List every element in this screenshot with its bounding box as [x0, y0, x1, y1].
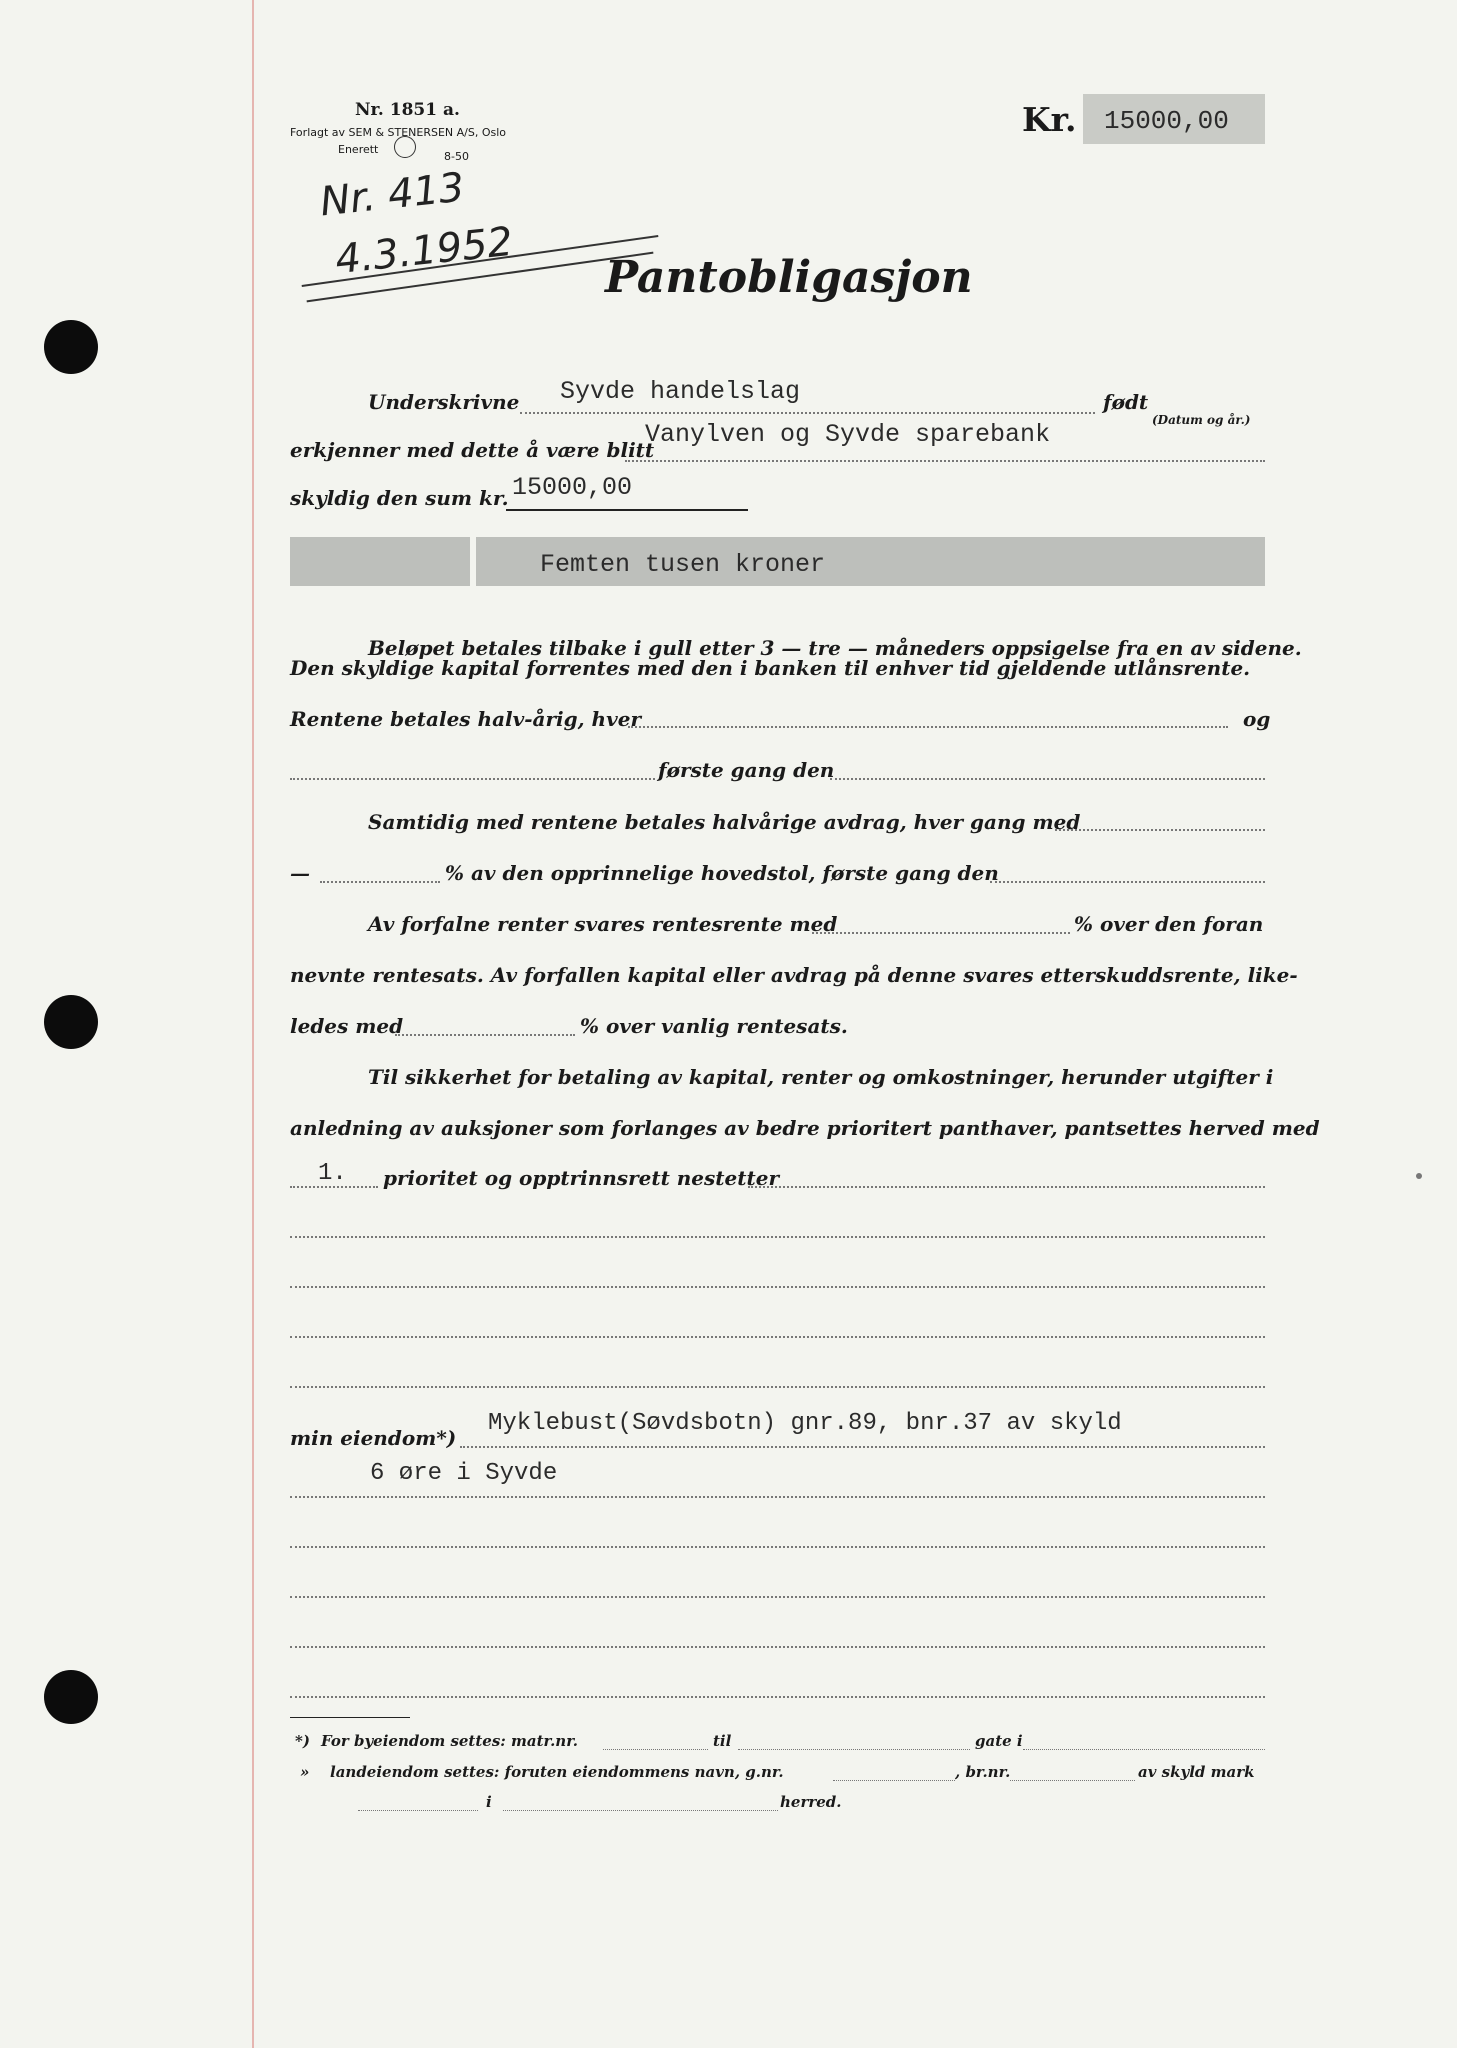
margin-rule — [252, 0, 254, 2048]
publisher-logo-icon — [394, 136, 416, 158]
and-text: og — [1243, 707, 1271, 731]
speck — [1416, 1173, 1422, 1179]
footnote-land-bnr: , br.nr. — [955, 1763, 1011, 1781]
footnote-city-til: til — [713, 1732, 732, 1750]
semiannual-label: Rentene betales halv-årig, hver — [290, 707, 641, 731]
footnote-city-label: For byeiendom settes: matr.nr. — [321, 1732, 578, 1750]
undersigned-value: Syvde handelslag — [560, 377, 801, 406]
publisher-enerett: Enerett — [338, 143, 379, 156]
footnote-star: *) — [295, 1732, 310, 1750]
punch-hole-bottom — [44, 1670, 98, 1724]
handwritten-number: Nr. 413 — [317, 164, 467, 226]
acknowledge-label: erkjenner med dette å være blitt — [290, 438, 655, 462]
punch-hole-middle — [44, 995, 98, 1049]
publisher-line: Forlagt av SEM & STENERSEN A/S, Oslo — [290, 126, 507, 139]
sum-words: Femten tusen kroner — [540, 550, 826, 579]
installments-text: Samtidig med rentene betales halvårige avdrag, hver gang med — [368, 810, 1081, 834]
page-title: Pantobligasjon — [605, 252, 973, 303]
footnote-land-herred: herred. — [780, 1793, 842, 1811]
handwritten-date: 4.3.1952 — [333, 218, 516, 284]
property-value-line2: 6 øre i Syvde — [370, 1460, 558, 1487]
footnote-raquo: » — [300, 1763, 310, 1781]
sum-words-band — [290, 537, 470, 586]
interest-text: Den skyldige kapital forrentes med den i banken til enhver tid gjeldende utlånsrente. — [290, 656, 1251, 680]
sum-label: skyldig den sum kr. — [290, 486, 509, 510]
footnote-city-gate: gate i — [975, 1732, 1023, 1750]
compound-interest-label: Av forfalne renter svares rentesrente med — [368, 912, 838, 936]
property-label: min eiendom*) — [290, 1426, 457, 1450]
amount-label: Kr. — [1022, 100, 1077, 139]
property-value-line1: Myklebust(Søvdsbotn) gnr.89, bnr.37 av skyld — [488, 1410, 1122, 1437]
security-text: Til sikkerhet for betaling av kapital, renter og omkostninger, herunder utgifter i — [368, 1065, 1274, 1089]
born-label: født — [1103, 390, 1149, 414]
repayment-text: Beløpet betales tilbake i gull etter 3 — tre — måneders oppsigelse fra en av sidene. — [368, 636, 1302, 660]
form-number: Nr. 1851 a. — [355, 100, 460, 120]
first-time-label: første gang den — [658, 758, 835, 782]
priority-value: 1. — [318, 1160, 347, 1187]
sum-value: 15000,00 — [512, 473, 633, 502]
undersigned-label: Underskrivne — [368, 390, 520, 414]
footnote-land-label: landeiendom settes: foruten eiendommens navn, g.nr. — [330, 1763, 784, 1781]
likewise-label: ledes med — [290, 1014, 404, 1038]
rate-text: nevnte rentesats. Av forfallen kapital eller avdrag på denne svares etterskuddsrente, like- — [290, 963, 1298, 987]
punch-hole-top — [44, 320, 98, 374]
auction-text: anledning av auksjoner som forlanges av bedre prioritert panthaver, pantsettes herved med — [290, 1116, 1320, 1140]
priority-text: prioritet og opptrinnsrett nestetter — [383, 1166, 779, 1190]
creditor-value: Vanylven og Syvde sparebank — [645, 420, 1051, 449]
dash-text: — — [290, 861, 310, 885]
amount-value: 15000,00 — [1104, 106, 1229, 136]
footnote-land-skyld: av skyld mark — [1138, 1763, 1255, 1781]
over-normal-rate-text: % over vanlig rentesats. — [580, 1014, 848, 1038]
footnote-land-i: i — [486, 1793, 492, 1811]
principal-text: % av den opprinnelige hovedstol, første gang den — [445, 861, 999, 885]
born-hint: (Datum og år.) — [1152, 413, 1251, 427]
footnote-rule — [290, 1717, 410, 1718]
over-foran-text: % over den foran — [1074, 912, 1264, 936]
publisher-code: 8-50 — [444, 150, 469, 163]
